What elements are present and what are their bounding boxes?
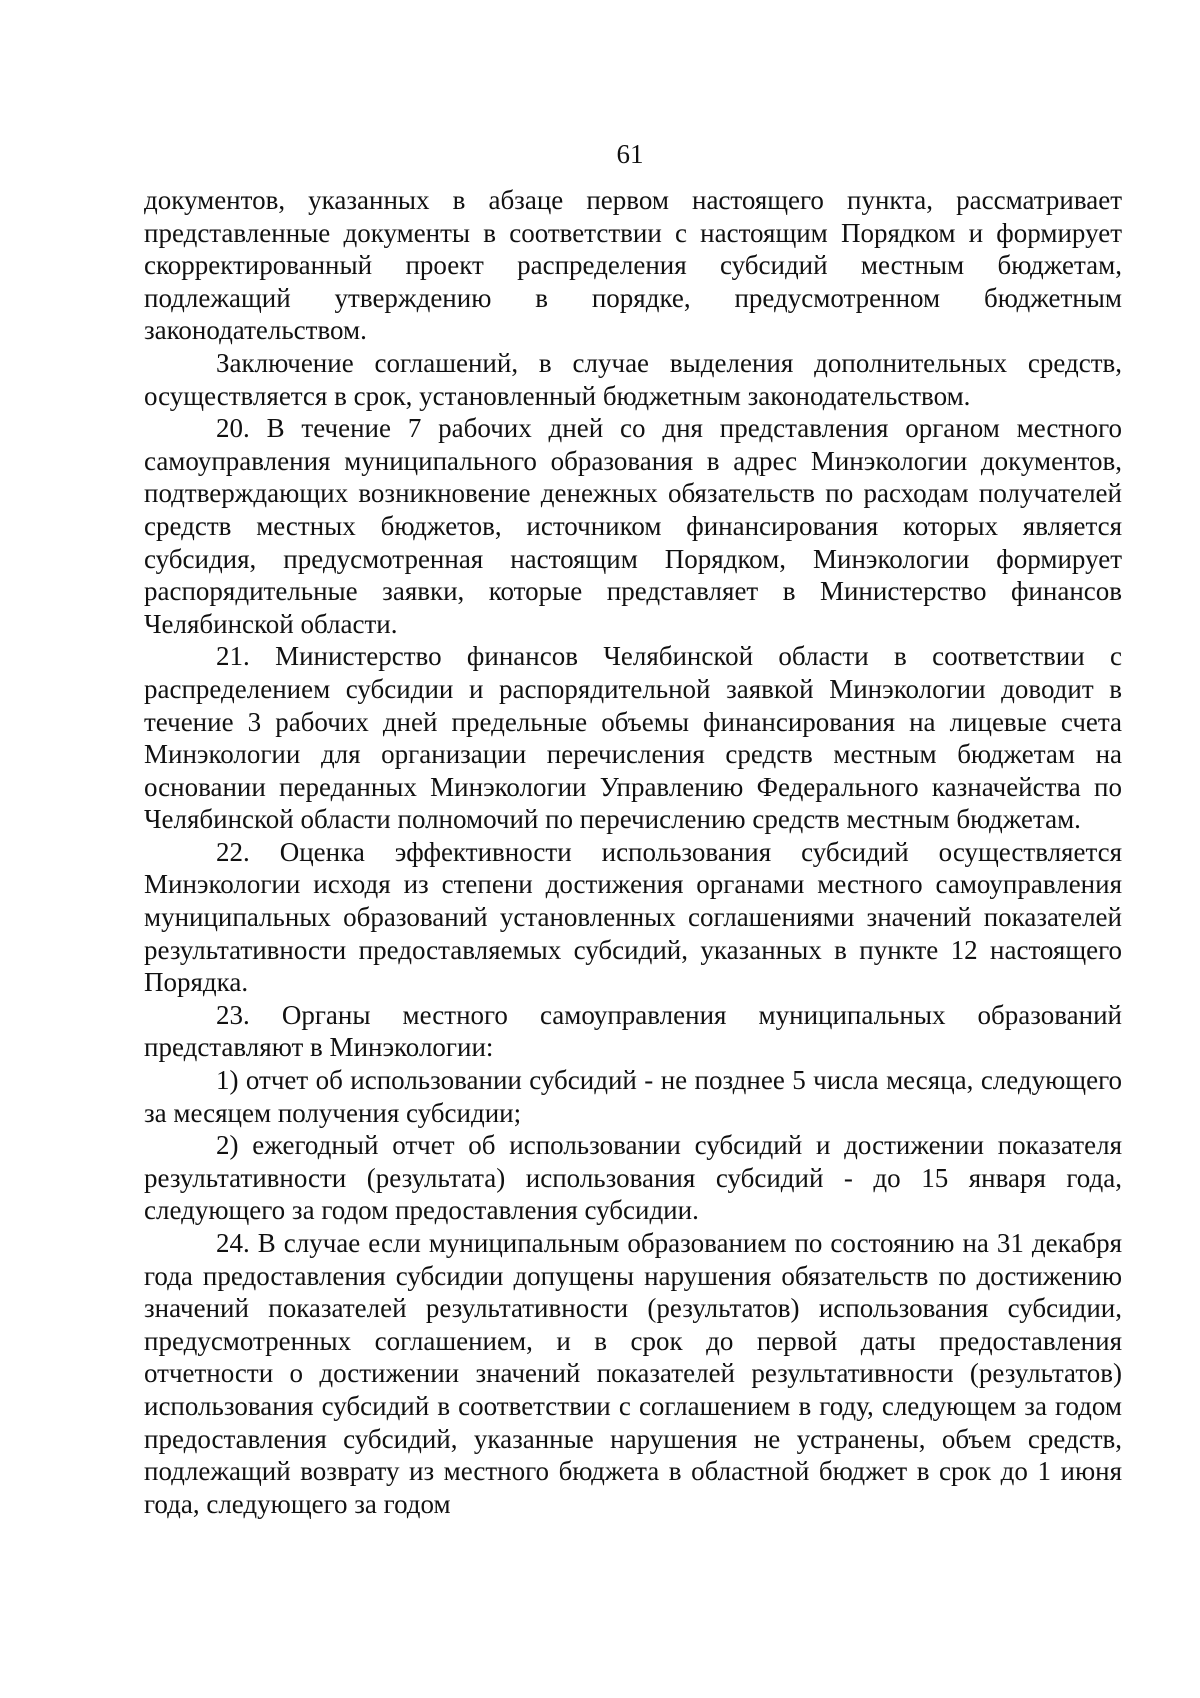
paragraph-item-22: 22. Оценка эффективности использования субсидий осуществляется Минэкологии исходя из степени достижения органами местного самоуправления муниципальных образований установленных соглашениями значений показателей результативности предоставляемых субсидий, указанных в пункте 12 настоящего Порядка. (144, 836, 1122, 998)
paragraph-item-24: 24. В случае если муниципальным образованием по состоянию на 31 декабря года предоставления субсидии допущены нарушения обязательств по достижению значений показателей результативности (результатов) использования субсидии, предусмотренных соглашением, и в срок до первой даты предоставления отчетности о достижении значений показателей результативности (результатов) использования субсидий в соответствии с соглашением в году, следующем за годом предоставления субсидий, указанные нарушения не устранены, объем средств, подлежащий возврату из местного бюджета в областной бюджет в срок до 1 июня года, следующего за годом (144, 1228, 1122, 1519)
paragraph-agreements: Заключение соглашений, в случае выделения дополнительных средств, осуществляется в срок, установленный бюджетным законодательством. (144, 347, 1122, 411)
paragraph-item-21: 21. Министерство финансов Челябинской области в соответствии с распределением субсидии и распорядительной заявкой Минэкологии доводит в течение 3 рабочих дней предельные объемы финансирования на лицевые счета Минэкологии для организации перечисления средств местным бюджетам на основании переданных Минэкологии Управлению Федерального казначейства по Челябинской области полномочий по перечислению средств местным бюджетам. (144, 641, 1122, 835)
paragraph-item-23-subitem-2: 2) ежегодный отчет об использовании субсидий и достижении показателя результативности (результата) использования субсидий - до 15 января года, следующего за годом предоставления субсидии. (144, 1130, 1122, 1226)
paragraph-item-20: 20. В течение 7 рабочих дней со дня представления органом местного самоуправления муниципального образования в адрес Минэкологии документов, подтверждающих возникновение денежных обязательств по расходам получателей средств местных бюджетов, источником финансирования которых является субсидия, предусмотренная настоящим Порядком, Минэкологии формирует распорядительные заявки, которые представляет в Министерство финансов Челябинской области. (144, 413, 1122, 639)
paragraph-continuation: документов, указанных в абзаце первом настоящего пункта, рассматривает представленные документы в соответствии с настоящим Порядком и формирует скорректированный проект распределения субсидий местным бюджетам, подлежащий утверждению в порядке, предусмотренном бюджетным законодательством. (144, 185, 1122, 346)
paragraph-item-23: 23. Органы местного самоуправления муниципальных образований представляют в Минэкологии: (144, 999, 1122, 1063)
paragraph-item-23-subitem-1: 1) отчет об использовании субсидий - не позднее 5 числа месяца, следующего за месяцем получения субсидии; (144, 1065, 1122, 1128)
page-number: 61 (616, 139, 644, 169)
document-body (144, 184, 1122, 1520)
